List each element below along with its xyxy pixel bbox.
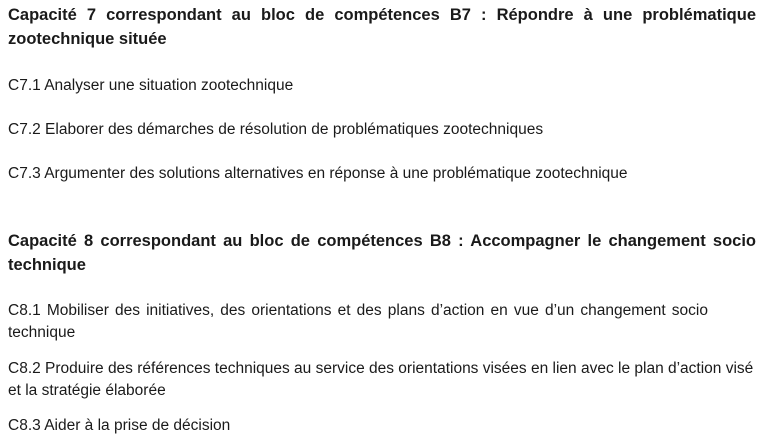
capacity-8-heading: Capacité 8 correspondant au bloc de compétences B8 : Accompagner le changement socio technique xyxy=(8,232,756,274)
competence-c7-3: C7.3 Argumenter des solutions alternatives en réponse à une problématique zootechnique xyxy=(8,165,628,182)
competence-c8-3: C8.3 Aider à la prise de décision xyxy=(8,417,231,434)
competence-c8-1: C8.1 Mobiliser des initiatives, des orientations et des plans d’action en vue d’un changement socio technique xyxy=(8,302,708,341)
capacity-7-heading: Capacité 7 correspondant au bloc de compétences B7 : Répondre à une problématique zootechnique située xyxy=(8,6,756,48)
competence-c8-2: C8.2 Produire des références techniques au service des orientations visées en lien avec le plan d’action visé et la stratégie élaborée xyxy=(8,360,754,399)
competence-c7-1: C7.1 Analyser une situation zootechnique xyxy=(8,77,294,94)
competence-c7-2: C7.2 Elaborer des démarches de résolution de problématiques zootechniques xyxy=(8,121,544,138)
